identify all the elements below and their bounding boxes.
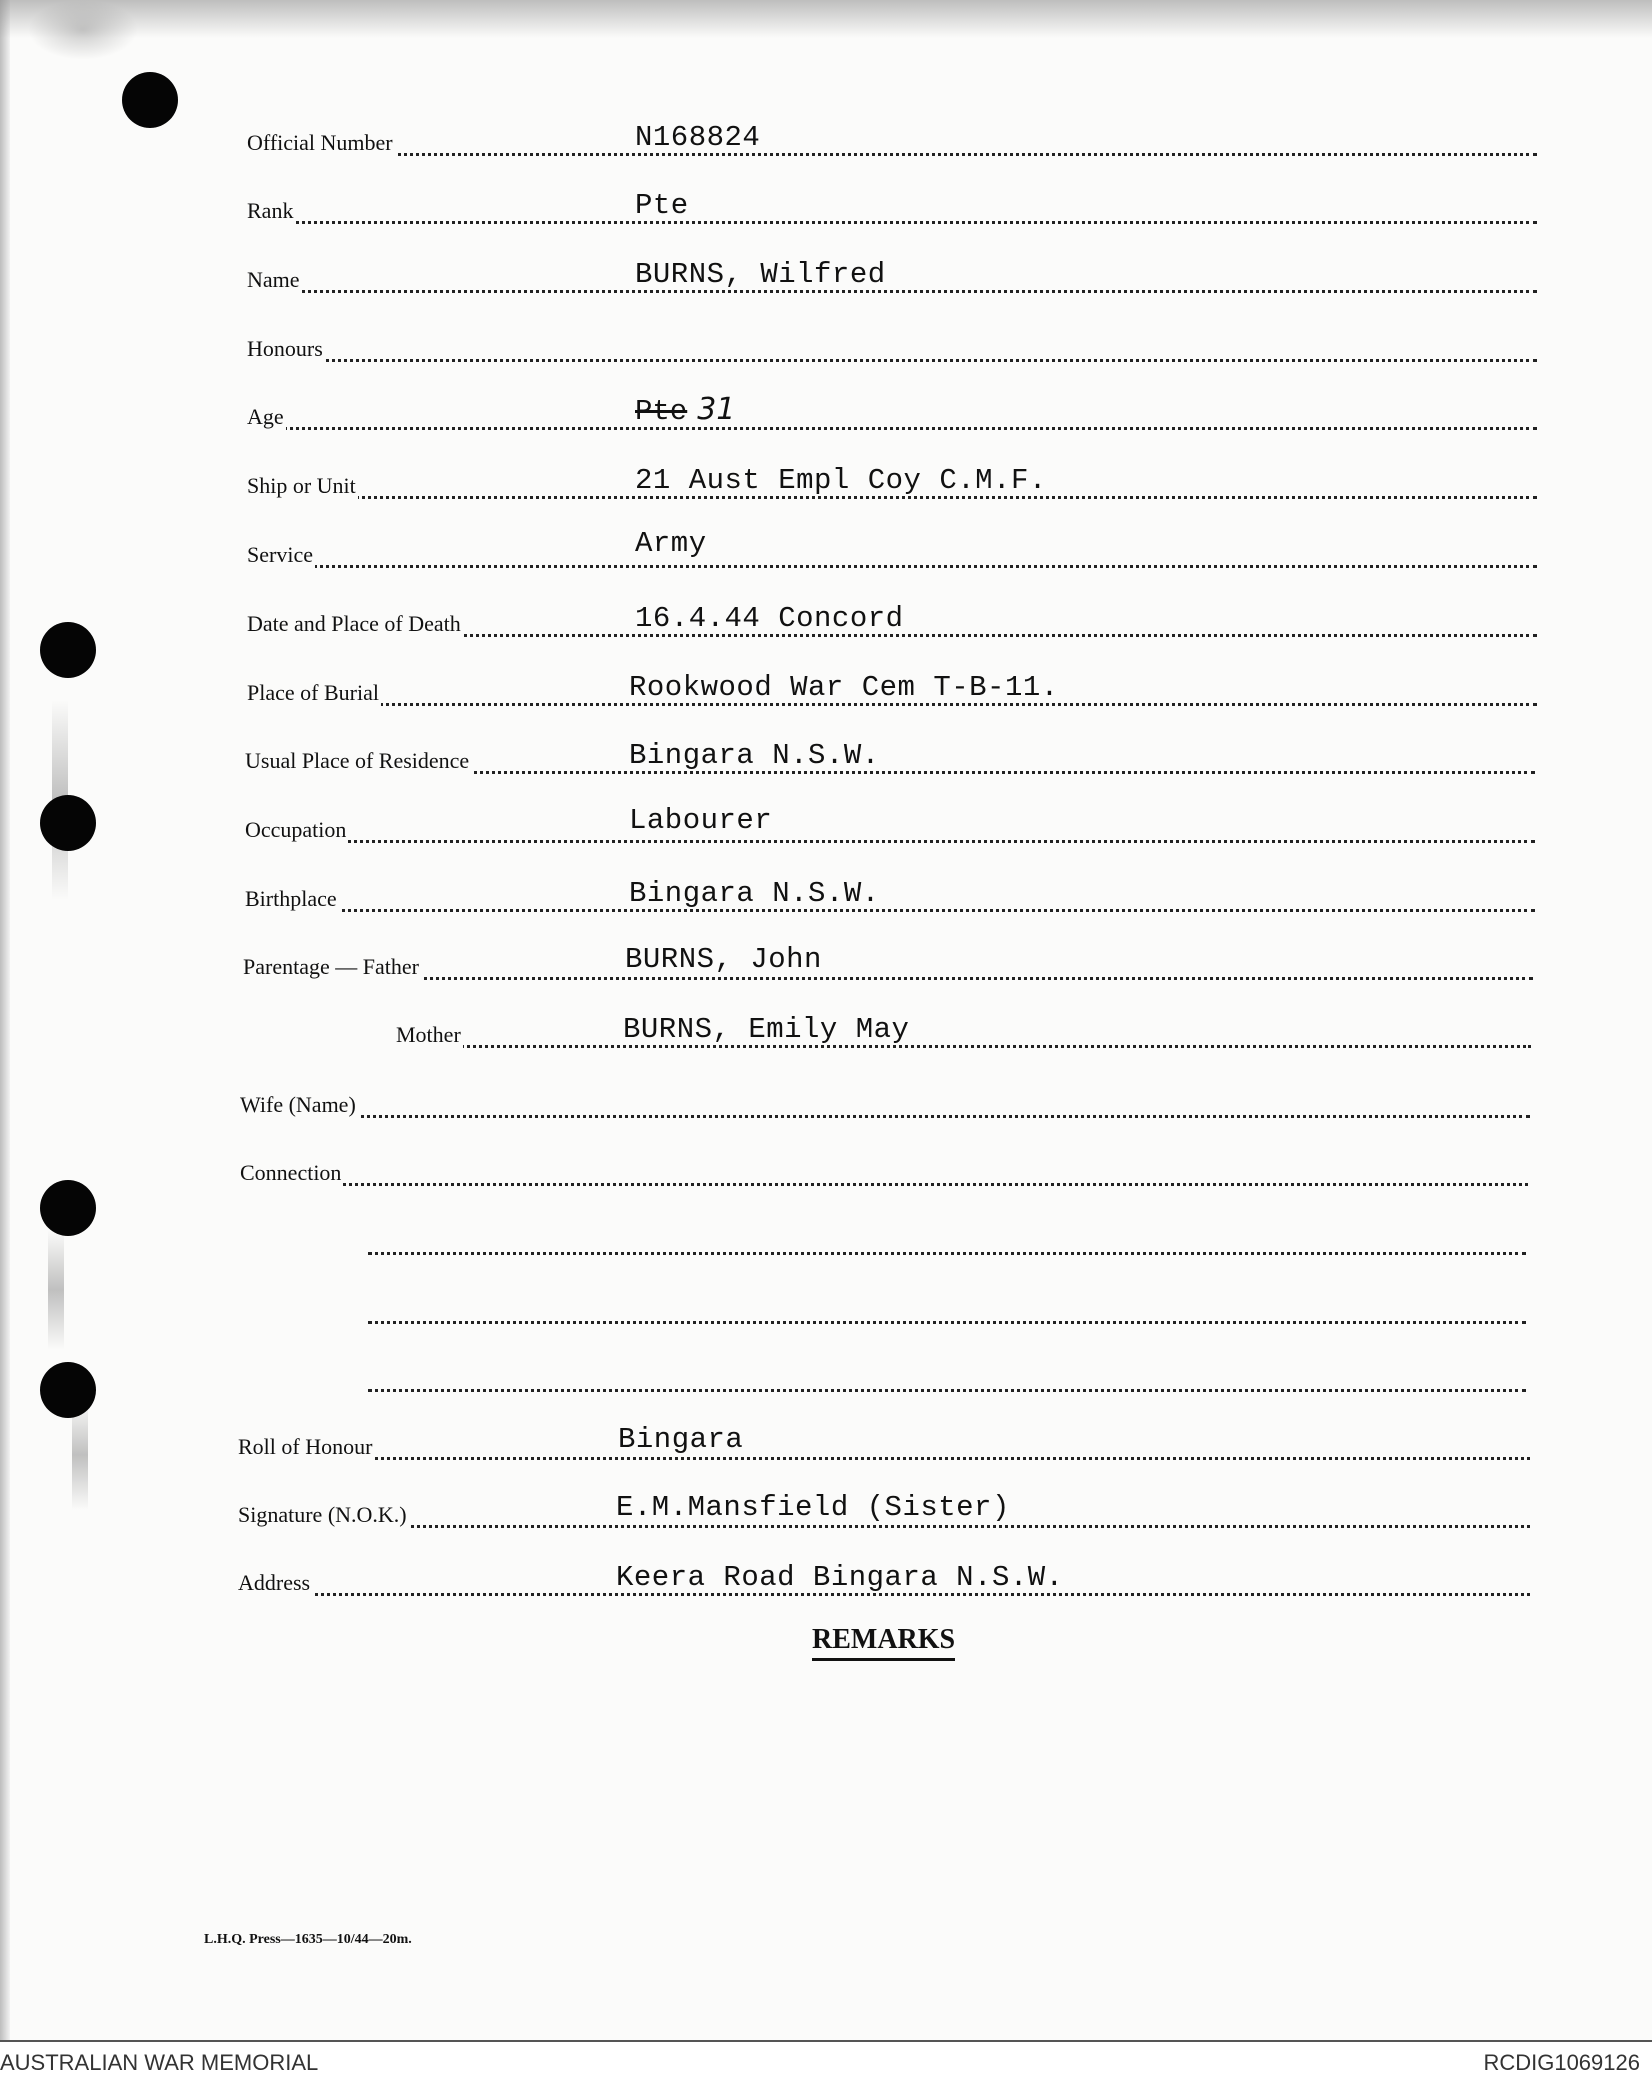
- dotted-line: [247, 565, 1537, 568]
- struck-value: Pte: [635, 395, 688, 428]
- field-label: Wife (Name): [240, 1092, 356, 1117]
- remarks-heading: REMARKS: [812, 1624, 955, 1661]
- footer-archive-name: AUSTRALIAN WAR MEMORIAL: [0, 2050, 319, 2075]
- field-label: Ship or Unit: [247, 473, 356, 498]
- field-mother: [396, 1013, 1531, 1054]
- field-date-place-of-death: [247, 602, 1537, 643]
- footer-divider: [0, 2040, 1652, 2042]
- field-value: BURNS, Wilfred: [635, 258, 886, 291]
- field-label: Signature (N.O.K.): [238, 1502, 407, 1527]
- field-honours: [247, 334, 1537, 368]
- field-label: Rank: [247, 198, 294, 223]
- scan-smudge: [28, 0, 138, 60]
- age-value-group: [635, 392, 735, 428]
- dotted-line: [368, 1252, 1526, 1255]
- punch-hole: [40, 795, 96, 851]
- field-label: Birthplace: [245, 886, 337, 911]
- handwritten-age: 31: [697, 392, 736, 427]
- field-service: [247, 527, 1537, 574]
- field-place-of-burial: [247, 671, 1537, 712]
- dotted-line: [243, 977, 1533, 980]
- field-label: Address: [238, 1570, 311, 1595]
- field-usual-residence: [245, 739, 1535, 780]
- field-value: Rookwood War Cem T-B-11.: [629, 671, 1059, 704]
- field-label: Roll of Honour: [238, 1434, 373, 1459]
- field-official-number: [247, 121, 1537, 162]
- field-age: [247, 392, 1537, 436]
- field-label: Usual Place of Residence: [245, 748, 470, 773]
- field-value: Bingara N.S.W.: [629, 877, 880, 910]
- field-roll-of-honour: [238, 1423, 1530, 1466]
- punch-hole: [40, 622, 96, 678]
- field-rank: [247, 189, 1537, 230]
- field-label: Parentage — Father: [243, 954, 419, 979]
- dotted-line: [240, 1115, 1530, 1118]
- dotted-line: [240, 1183, 1528, 1186]
- field-label: Name: [247, 267, 300, 292]
- field-label: Date and Place of Death: [247, 611, 461, 636]
- field-wife: [240, 1090, 1530, 1124]
- dotted-line: [247, 221, 1537, 224]
- dotted-line: [238, 1525, 1530, 1528]
- paper-top-shadow: [0, 0, 1652, 38]
- field-label: Mother: [396, 1022, 461, 1047]
- field-value: E.M.Mansfield (Sister): [616, 1491, 1010, 1524]
- connection-extra-line: [368, 1296, 1526, 1330]
- dotted-line: [245, 909, 1535, 912]
- field-value: Labourer: [629, 804, 773, 837]
- punch-hole: [40, 1180, 96, 1236]
- dotted-line: [247, 359, 1537, 362]
- field-value: BURNS, John: [625, 943, 822, 976]
- dotted-line: [247, 153, 1537, 156]
- field-label: Place of Burial: [247, 680, 379, 705]
- field-label: Connection: [240, 1160, 342, 1185]
- dotted-line: [368, 1389, 1526, 1392]
- field-label: Service: [247, 542, 313, 567]
- dotted-line: [238, 1457, 1530, 1460]
- field-value: BURNS, Emily May: [623, 1013, 910, 1046]
- field-value: 21 Aust Empl Coy C.M.F.: [635, 464, 1047, 497]
- punch-hole: [40, 1362, 96, 1418]
- field-value: Bingara: [618, 1423, 744, 1456]
- field-value: Bingara N.S.W.: [629, 739, 880, 772]
- field-label: Age: [247, 404, 284, 429]
- field-label: Occupation: [245, 817, 347, 842]
- scan-smudge: [48, 1230, 64, 1350]
- dotted-line: [396, 1045, 1531, 1048]
- field-label: Honours: [247, 336, 323, 361]
- dotted-line: [247, 427, 1537, 430]
- field-label: Official Number: [247, 130, 393, 155]
- punch-hole: [122, 72, 178, 128]
- field-name: [247, 258, 1537, 299]
- connection-extra-line: [368, 1364, 1526, 1398]
- footer-record-id: RCDIG1069126: [1483, 2050, 1640, 2075]
- dotted-line: [245, 840, 1535, 843]
- field-occupation: [245, 804, 1535, 849]
- field-value: Army: [635, 527, 707, 560]
- dotted-line: [247, 290, 1537, 293]
- field-connection: [240, 1158, 1528, 1192]
- dotted-line: [368, 1321, 1526, 1324]
- field-value: Pte: [635, 189, 689, 222]
- field-ship-or-unit: [247, 464, 1537, 505]
- field-address: [238, 1561, 1530, 1602]
- field-father: [243, 943, 1533, 986]
- field-signature-nok: [238, 1491, 1530, 1534]
- field-value: Keera Road Bingara N.S.W.: [616, 1561, 1064, 1594]
- field-value: 16.4.44 Concord: [635, 602, 904, 635]
- paper-left-edge: [0, 0, 10, 2040]
- printer-note: L.H.Q. Press—1635—10/44—20m.: [204, 1932, 412, 1947]
- connection-extra-line: [368, 1227, 1526, 1261]
- field-value: N168824: [635, 121, 761, 154]
- field-birthplace: [245, 877, 1535, 918]
